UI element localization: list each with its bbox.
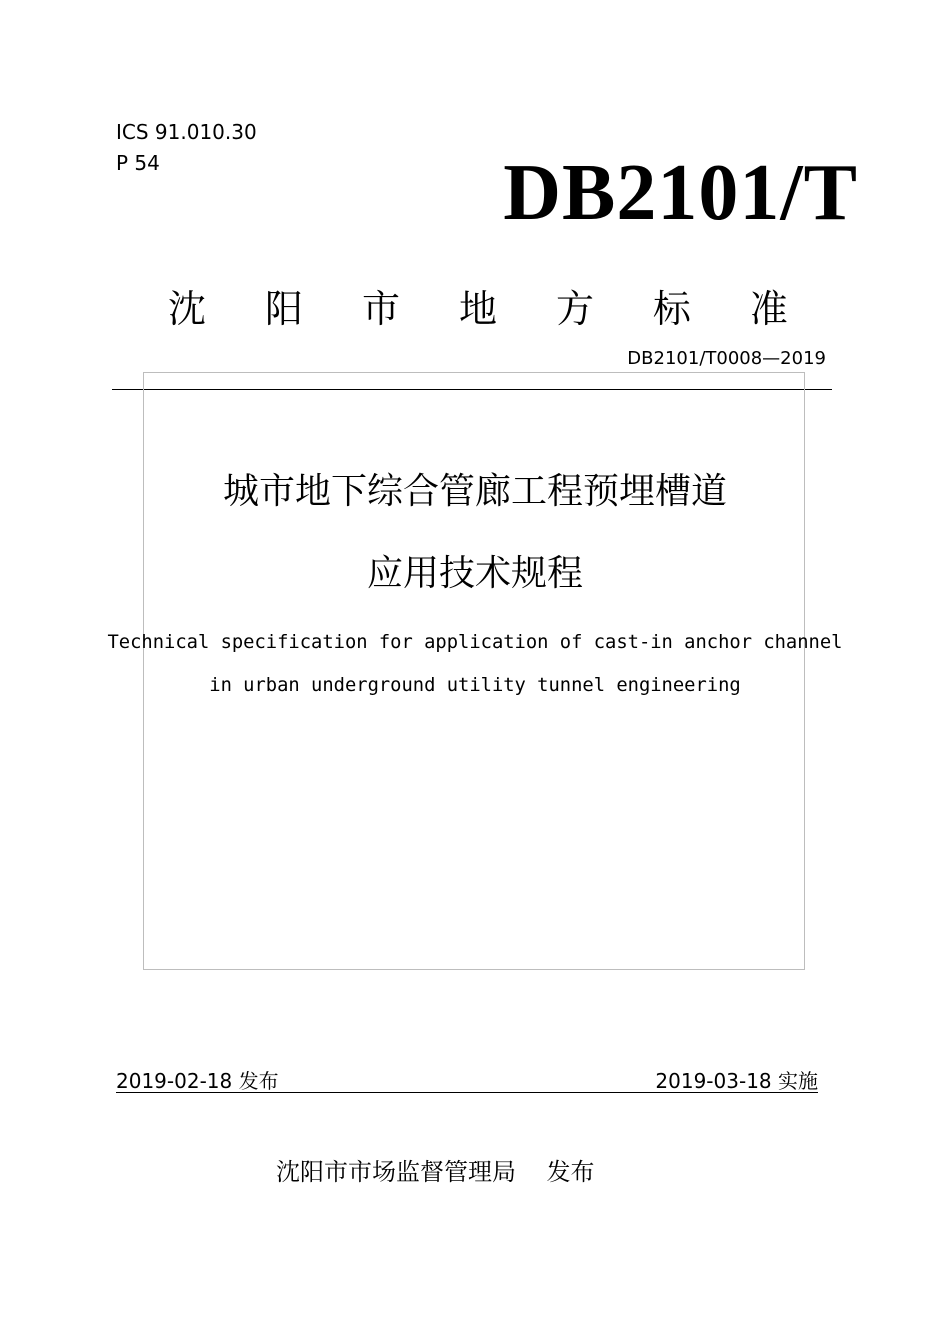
- standard-type-char: 准: [749, 287, 788, 331]
- standard-type-char: 地: [458, 287, 497, 331]
- publisher: 沈阳市市场监督管理局 发布: [276, 1158, 595, 1186]
- standard-type-char: 方: [555, 287, 594, 331]
- title-cn-line1: 城市地下综合管廊工程预埋槽道: [222, 471, 727, 512]
- date-divider: [116, 1092, 818, 1093]
- title-en-line1: Technical specification for application of cast-in anchor channel: [107, 632, 843, 653]
- standard-code: DB2101/T: [503, 149, 858, 237]
- implementation-date: 2019-03-18 实施: [655, 1069, 818, 1093]
- standard-type-char: 阳: [264, 287, 303, 331]
- ics-code: ICS 91.010.30: [116, 120, 257, 144]
- title-cn-line2: 应用技术规程: [366, 553, 583, 594]
- standard-type: [168, 286, 788, 332]
- title-en-line2: in urban underground utility tunnel engineering: [209, 675, 741, 696]
- issue-date: 2019-02-18 发布: [116, 1069, 279, 1093]
- title-frame: [143, 372, 805, 970]
- standard-type-char: 标: [652, 287, 691, 331]
- standard-type-char: 市: [361, 287, 400, 331]
- standard-number: DB2101/T0008—2019: [627, 348, 826, 369]
- standard-type-char: 沈: [168, 287, 207, 331]
- classification-code: P 54: [116, 151, 160, 175]
